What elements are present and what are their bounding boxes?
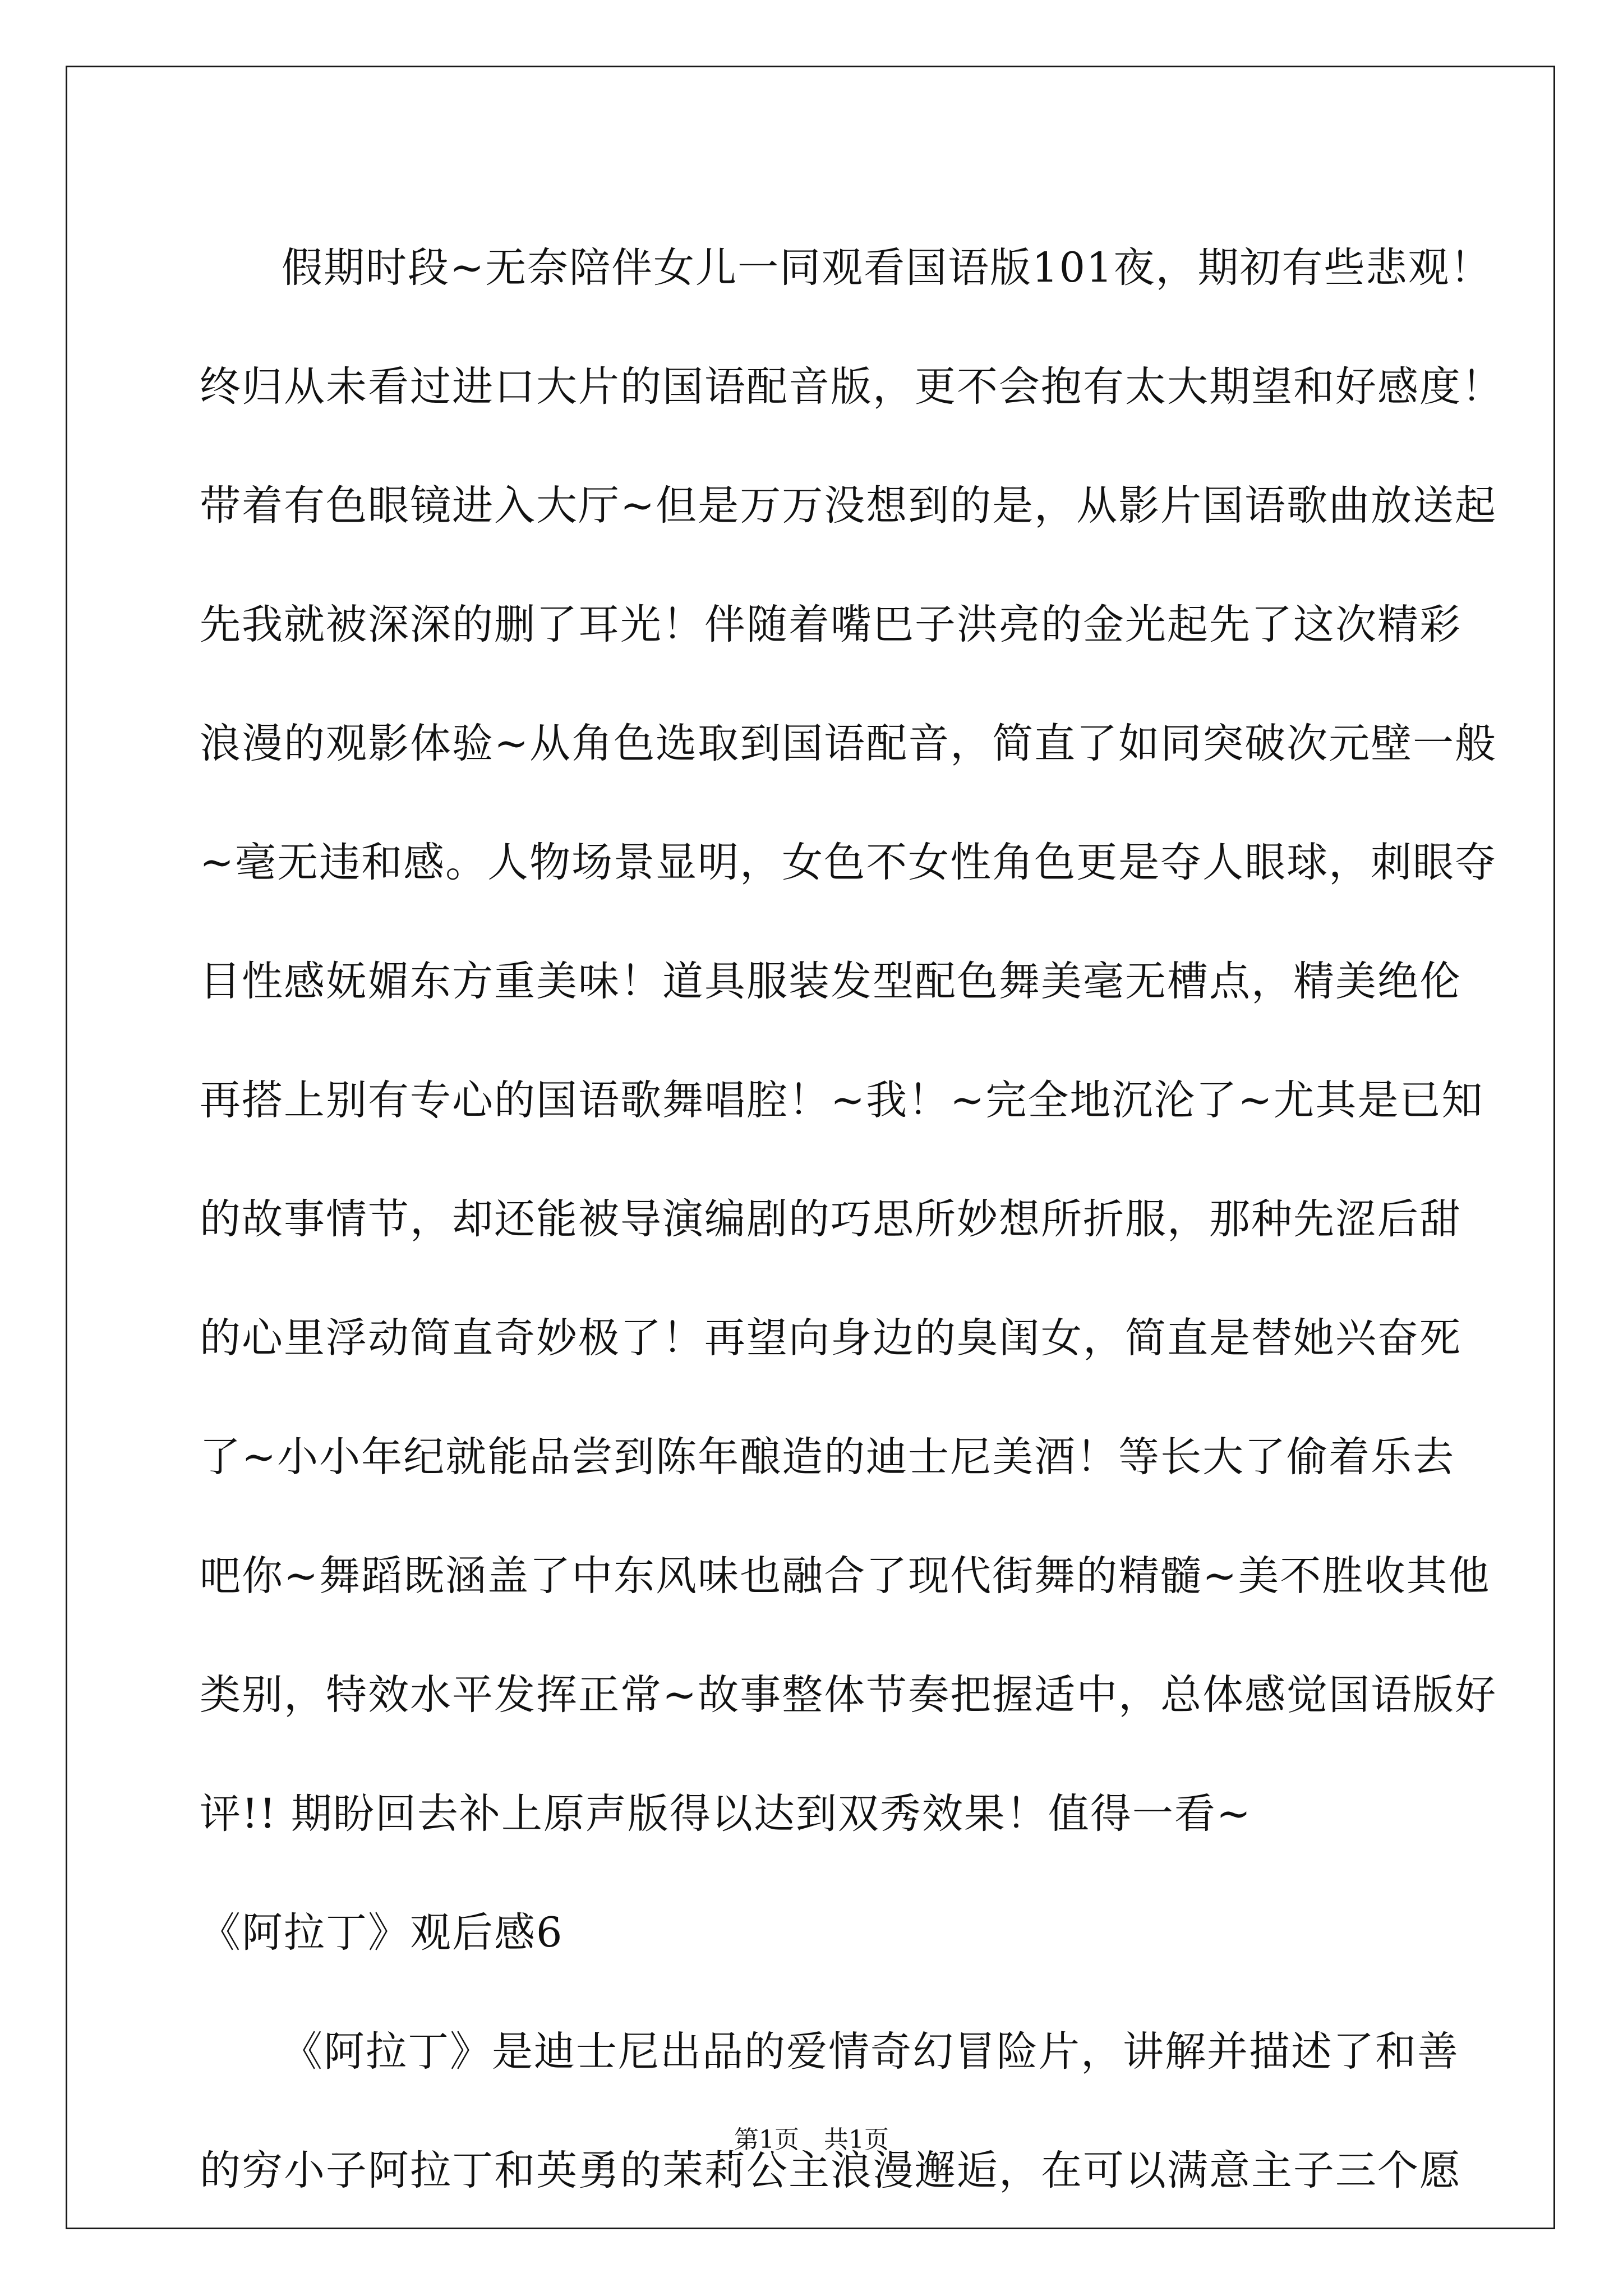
paragraph-line: 先我就被深深的删了耳光！伴随着嘴巴子洪亮的金光起先了这次精彩 (200, 601, 1461, 648)
paragraph-line: 带着有色眼镜进入大厅~但是万万没想到的是，从影片国语歌曲放送起 (200, 482, 1497, 530)
paragraph-line: ~毫无违和感。人物场景显明，女色不女性角色更是夺人眼球，刺眼夺 (200, 839, 1497, 886)
paragraph-line: 的穷小子阿拉丁和英勇的茉莉公主浪漫邂逅，在可以满意主子三个愿 (200, 2147, 1461, 2194)
paragraph-line: 了~小小年纪就能品尝到陈年酿造的迪士尼美酒！等长大了偷着乐去 (200, 1433, 1455, 1481)
paragraph-line: 的心里浮动简直奇妙极了！再望向身边的臭闺女，简直是替她兴奋死 (200, 1314, 1461, 1362)
page-footer: 第1页 共1页 (734, 2125, 889, 2154)
paragraph-line: 假期时段~无奈陪伴女儿一同观看国语版101夜，期初有些悲观！ (282, 244, 1492, 292)
document-body (200, 209, 1504, 2230)
paragraph-line: 类别，特效水平发挥正常~故事整体节奏把握适中，总体感觉国语版好 (200, 1671, 1497, 1719)
paragraph-line: 吧你~舞蹈既涵盖了中东风味也融合了现代街舞的精髓~美不胜收其他 (200, 1552, 1491, 1600)
paragraph-line: 终归从未看过进口大片的国语配音版，更不会抱有太大期望和好感度！ (200, 363, 1504, 411)
paragraph-line: 浪漫的观影体验~从角色选取到国语配音，简直了如同突破次元壁一般 (200, 720, 1497, 767)
section-heading: 《阿拉丁》观后感6 (200, 1909, 564, 1957)
paragraph-line: 再搭上别有专心的国语歌舞唱腔！~我！~完全地沉沦了~尤其是已知 (200, 1076, 1484, 1124)
paragraph-line: 目性感妩媚东方重美味！道具服装发型配色舞美毫无槽点，精美绝伦 (200, 958, 1461, 1005)
paragraph-line: 《阿拉丁》是迪士尼出品的爱情奇幻冒险片，讲解并描述了和善 (282, 2028, 1459, 2076)
paragraph-line: 的故事情节，却还能被导演编剧的巧思所妙想所折服，那种先涩后甜 (200, 1195, 1461, 1243)
paragraph-line: 评!! 期盼回去补上原声版得以达到双秀效果！值得一看~ (200, 1790, 1252, 1838)
